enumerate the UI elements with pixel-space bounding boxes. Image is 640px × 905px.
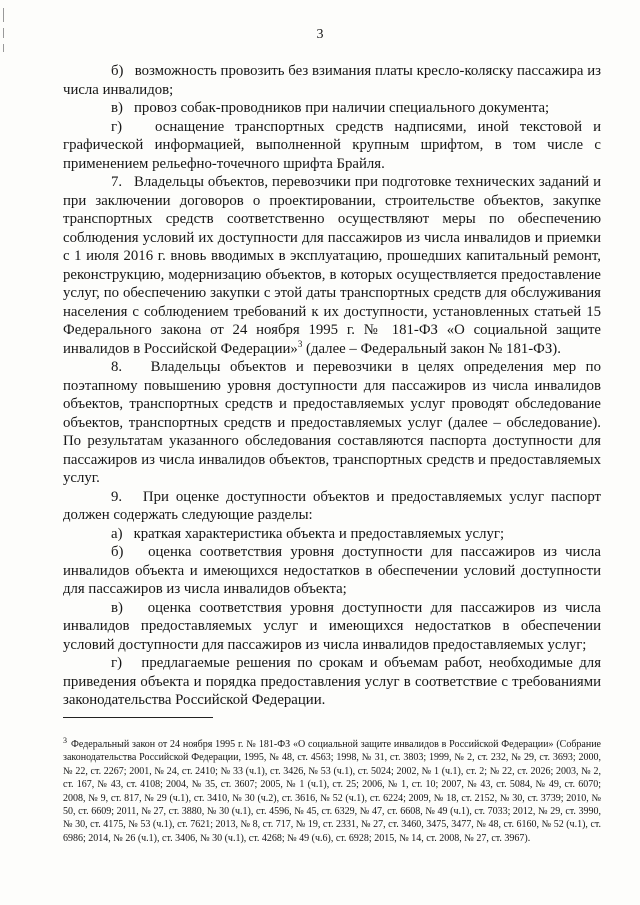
- footnote-divider: [63, 717, 213, 718]
- item-g-proposed-solutions: г) предлагаемые решения по срокам и объемам работ, необходимые для приведения объекта и порядка предоставления услуг в соответствие с требованиями законодательства Российской Федерации.: [63, 655, 601, 708]
- item-v-guide-dogs: в) провоз собак-проводников при наличии специального документа;: [111, 100, 550, 116]
- footnote-text: Федеральный закон от 24 ноября 1995 г. № 181-ФЗ «О социальной защите инвалидов в Российской Федерации» (Собрание законодательства Российской Федерации, 1995, № 48, ст. 4563; 1998, № 31, ст. 3803; 1999, № 2, ст. 232, № 29, ст. 3693; 2000, № 22, ст. 2267; 2001, № 24, ст. 2410; № 33 (ч.1), ст. 3426, № 53 (ч.1), ст. 5024; 2002, № 1 (ч.1), ст. 2; № 22, ст. 2026; 2003, № 2, ст. 167, № 43, ст. 4108; 2004, № 35, ст. 3607; 2005, № 1 (ч.1), ст. 25; 2006, № 1, ст. 10; 2007, № 43, ст. 5084, № 49, ст. 6070; 2008, № 9, ст. 817, № 29 (ч.1), ст. 3410, № 30 (ч.2), ст. 3616, № 52 (ч.1), ст. 6224; 2009, № 18, ст. 2152, № 30, ст. 3739; 2010, № 50, ст. 6609; 2011, № 27, ст. 3880, № 30 (ч.1), ст. 4596, № 45, ст. 6329, № 47, ст. 6608, № 49 (ч.1), ст. 7033; 2012, № 29, ст. 3990, № 30, ст. 4175, № 53 (ч.1), ст. 7621; 2013, № 8, ст. 717, № 19, ст. 2331, № 27, ст. 3460, 3475, 3477, № 48, ст. 6160, № 52 (ч.1), ст. 6986; 2014, № 26 (ч.1), ст. 3406, № 30 (ч.1), ст. 4268; № 49 (ч.6), ст. 6928; 2015, № 14, ст. 2008, № 27, ст. 3967).: [63, 739, 601, 844]
- footnote-mark: 3: [63, 735, 67, 745]
- item-g-signage: г) оснащение транспортных средств надписями, иной текстовой и графической информацией, выполненной крупным шрифтом, в том числе с применением рельефно-точечного шрифта Брайля.: [63, 118, 601, 172]
- paragraph-8: 8. Владельцы объектов и перевозчики в целях определения мер по поэтапному повышению уровня доступности для пассажиров из числа инвалидов объектов, транспортных средств и предоставляемых услуг проводят обследование объектов, транспортных средств и предоставляемых услуг (далее – обследование). По результатам указанного обследования составляются паспорта доступности для пассажиров из числа инвалидов объектов, транспортных средств и предоставляемых услуг.: [63, 359, 601, 486]
- paragraph-7: [63, 173, 601, 358]
- paragraph-9: 9. При оценке доступности объектов и предоставляемых услуг паспорт должен содержать следующие разделы:: [63, 488, 601, 523]
- footnote-reference[interactable]: 3: [297, 338, 303, 349]
- footnote: [63, 735, 601, 845]
- item-v-services-assessment: в) оценка соответствия уровня доступности для пассажиров из числа инвалидов предоставляемых услуг и имеющихся недостатков в обеспечении условий доступности для пассажиров из числа инвалидов предоставляемых услуг;: [63, 599, 601, 653]
- item-b-wheelchair: б) возможность провозить без взимания платы кресло-коляску пассажира из числа инвалидов;: [63, 63, 601, 98]
- item-a-summary: а) краткая характеристика объекта и предоставляемых услуг;: [111, 525, 505, 542]
- document-body: [63, 62, 601, 710]
- page-number: 3: [316, 27, 324, 42]
- paragraph-7-tail: (далее – Федеральный закон № 181-ФЗ).: [302, 340, 561, 357]
- item-b-object-assessment: б) оценка соответствия уровня доступности для пассажиров из числа инвалидов объекта и имеющихся недостатков в обеспечении условий доступности для пассажиров из числа инвалидов объекта;: [63, 544, 601, 597]
- paragraph-7-text: 7. Владельцы объектов, перевозчики при подготовке технических заданий и при заключении договоров о проектировании, строительстве объектов, закупке транспортных средств соответственно осуществляют меры по обеспечению соблюдения условий их доступности для пассажиров из числа инвалидов и приемки с 1 июля 2016 г. вновь вводимых в эксплуатацию, прошедших капитальный ремонт, реконструкцию, модернизацию объектов, в которых осуществляется предоставление услуг, по обеспечению закупки с этой даты транспортных средств для обслуживания населения с соблюдением требований к их доступности, установленных статьей 15 Федерального закона от 24 ноября 1995 г. № 181-ФЗ «О социальной защите инвалидов в Российской Федерации»: [63, 174, 601, 357]
